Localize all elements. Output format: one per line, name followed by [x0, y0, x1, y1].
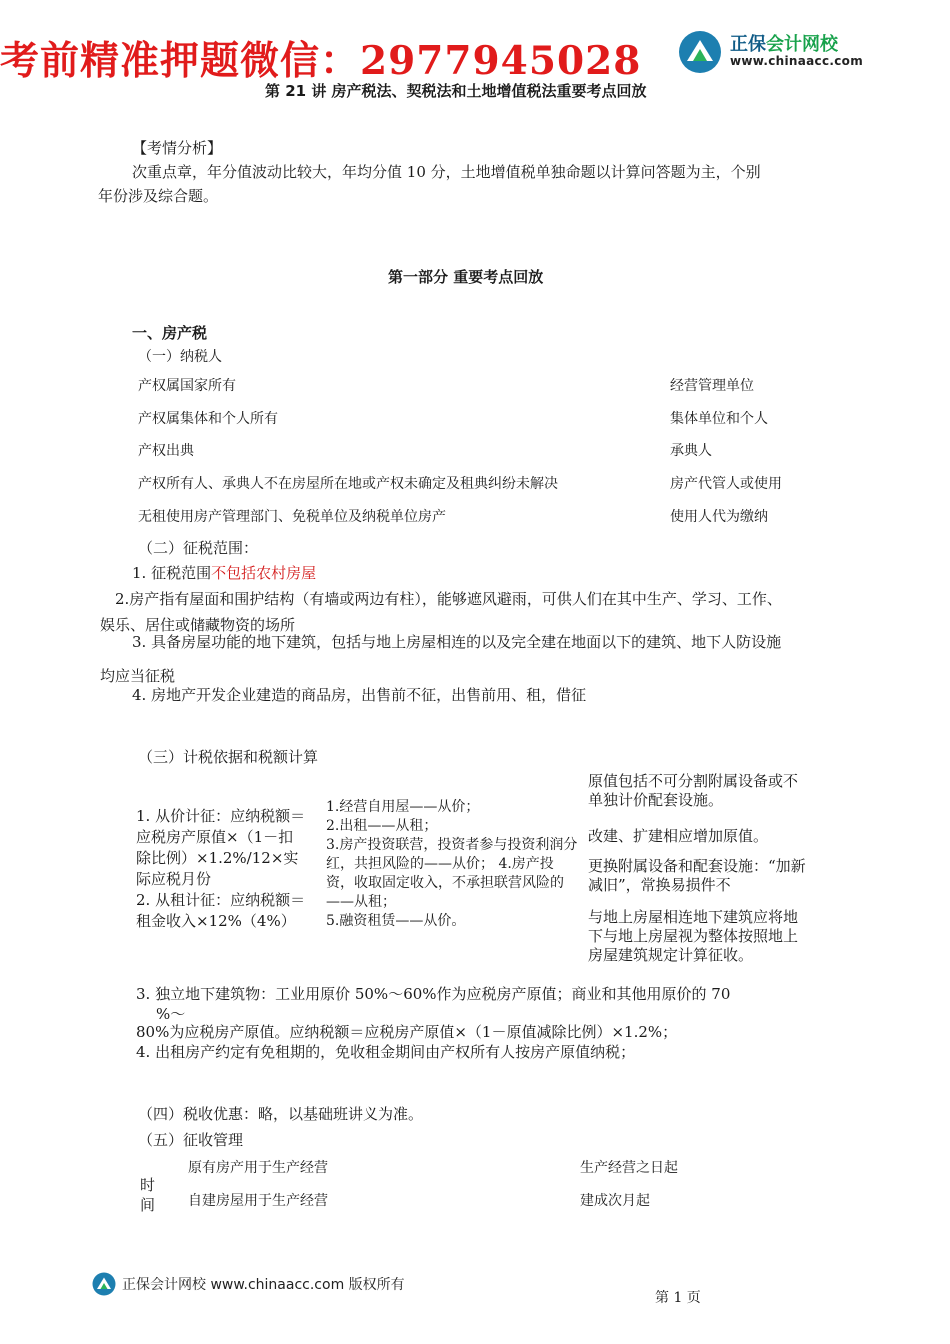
taxpayer-payer: 承典人 — [670, 443, 712, 459]
relief-line: （四）税收优惠：略，以基础班讲义为准。 — [138, 1105, 424, 1123]
admin-side-label: 时间 — [140, 1176, 156, 1214]
taxpayer-row-5-payer-clip — [670, 506, 768, 525]
sub-heading-taxpayer: （一）纳税人 — [138, 349, 222, 365]
taxpayer-row-5-situation-clip — [138, 506, 658, 525]
admin-row-1-case-clip — [188, 1157, 328, 1176]
scope-item1-prefix: 1. 征税范围 — [132, 564, 212, 582]
footer-text: 正保会计网校 www.chinaacc.com 版权所有 — [122, 1277, 405, 1293]
admin-heading: （五）征收管理 — [138, 1131, 244, 1149]
taxpayer-row-1-payer-clip — [670, 375, 754, 394]
taxpayer-payer: 经营管理单位 — [670, 378, 754, 394]
footer-brand — [92, 1272, 405, 1296]
taxpayer-payer: 集体单位和个人 — [670, 411, 768, 427]
taxpayer-row-3-payer-clip — [670, 440, 712, 459]
taxpayer-row-4-situation-clip — [138, 473, 658, 492]
taxpayer-situation: 无租使用房产管理部门、免税单位及纳税单位房产 — [138, 509, 446, 525]
scope-item2-line2: 娱乐、居住或储藏物资的场所 — [100, 616, 296, 634]
footer-page-clip — [655, 1287, 701, 1306]
taxpayer-row-1-situation-clip — [138, 375, 658, 394]
scope-item2-line1: 2.房产指有屋面和围护结构（有墙或两边有柱），能够遮风避雨，可供人们在其中生产、学习、工作、 — [115, 590, 782, 608]
scope-item3-line1-clip — [132, 633, 782, 651]
calc-item3-line2: 80%为应税房产原值。应纳税额＝应税房产原值×（1－原值减除比例）×1.2%； — [136, 1023, 678, 1041]
scope-item4: 4. 房地产开发企业建造的商品房，出售前不征，出售前用、租，借征 — [132, 686, 587, 704]
calc-item3-line1b: %～ — [156, 1005, 186, 1023]
scope-item4-clip — [132, 686, 587, 704]
watermark-text: 考前精准押题微信：2977945028 — [0, 38, 642, 84]
scope-heading: （二）征税范围： — [138, 539, 259, 557]
brand-logo-icon — [678, 30, 722, 74]
admin-time: 建成次月起 — [580, 1193, 650, 1209]
calc-col-formulas: 1. 从价计征：应纳税额＝应税房产原值×（1－扣除比例）×1.2%/12×实际应税月份 2. 从租计征：应纳税额＝租金收入×12%（4%） — [136, 807, 306, 930]
calc-col-methods: 1.经营自用屋——从价； 2.出租——从租； 3.房产投资联营，投资者参与投资利润分红，共担风险的——从价； 4.房产投资，收取固定收入，不承担联营风险的——从租； 5.融资租赁——从价。 — [326, 799, 578, 929]
calc-heading: （三）计税依据和税额计算 — [138, 748, 319, 766]
admin-row-2-case-clip — [188, 1190, 328, 1209]
logo-url: www.chinaacc.com — [730, 54, 864, 69]
calc-col-notes-d: 与地上房屋相连地下建筑应将地下与地上房屋视为整体按照地上房屋建筑规定计算征收。 — [588, 908, 799, 964]
taxpayer-row-3-situation-clip — [138, 440, 658, 459]
taxpayer-payer: 使用人代为缴纳 — [670, 509, 768, 525]
scope-item3-line1: 3. 具备房屋功能的地下建筑，包括与地上房屋相连的以及完全建在地面以下的建筑、地下人防设施 — [132, 633, 782, 651]
taxpayer-situation: 产权出典 — [138, 443, 194, 459]
calc-col-notes-b: 改建、扩建相应增加原值。 — [588, 827, 769, 845]
footer-page: 第 1 页 — [655, 1290, 701, 1306]
admin-case: 原有房产用于生产经营 — [188, 1160, 328, 1176]
logo-name-secondary: 会计网校 — [766, 33, 838, 55]
doc-title-clip — [265, 82, 647, 100]
taxpayer-situation: 产权属国家所有 — [138, 378, 236, 394]
logo-name-primary: 正保 — [730, 33, 766, 55]
taxpayer-payer: 房产代管人或使用 — [670, 476, 782, 492]
footer-logo-icon — [92, 1272, 116, 1296]
admin-heading-clip — [138, 1129, 244, 1149]
doc-title: 第 21 讲 房产税法、契税法和土地增值税法重要考点回放 — [265, 82, 647, 100]
admin-row-1-time-clip — [580, 1157, 678, 1176]
calc-col-notes-b-clip — [588, 826, 808, 845]
analysis-heading: 【考情分析】 — [132, 139, 223, 157]
section-title: 一、房产税 — [132, 324, 208, 342]
analysis-line-1: 次重点章，年分值波动比较大，年均分值 10 分，土地增值税单独命题以计算问答题为主，个别 — [132, 163, 761, 181]
scope-item3-line2-clip — [100, 665, 176, 685]
scope-item2-line2-clip — [100, 614, 296, 634]
taxpayer-situation: 产权所有人、承典人不在房屋所在地或产权未确定及租典纠纷未解决 — [138, 476, 558, 492]
calc-heading-clip — [138, 746, 319, 766]
admin-time: 生产经营之日起 — [580, 1160, 678, 1176]
part-title: 第一部分 重要考点回放 — [388, 268, 544, 286]
calc-col-notes-c-label: 更换附属设备和配套设施：“加新减旧”，常换易损件不 — [588, 857, 806, 894]
calc-item4: 4. 出租房产约定有免租期的，免收租金期间由产权所有人按房产原值纳税； — [136, 1043, 636, 1061]
admin-row-2-time-clip — [580, 1190, 650, 1209]
taxpayer-situation: 产权属集体和个人所有 — [138, 411, 278, 427]
sub1-clip — [138, 346, 222, 365]
scope-item3-line2: 均应当征税 — [100, 667, 176, 685]
taxpayer-row-2-payer-clip — [670, 408, 768, 427]
admin-case: 自建房屋用于生产经营 — [188, 1193, 328, 1209]
part-title-clip — [388, 268, 544, 286]
calc-item3-line1: 3. 独立地下建筑物：工业用原价 50%～60%作为应税房产原值；商业和其他用原价的 70 — [136, 985, 731, 1003]
analysis-line-2: 年份涉及综合题。 — [98, 187, 219, 205]
scope-item1-clip — [132, 562, 317, 582]
taxpayer-row-4-payer-clip — [670, 473, 782, 492]
scope-item1-highlight: 不包括农村房屋 — [211, 564, 317, 582]
brand-logo — [678, 30, 863, 74]
taxpayer-row-2-situation-clip — [138, 408, 658, 427]
calc-col-notes-a: 原值包括不可分割附属设备或不单独计价配套设施。 — [588, 772, 799, 809]
